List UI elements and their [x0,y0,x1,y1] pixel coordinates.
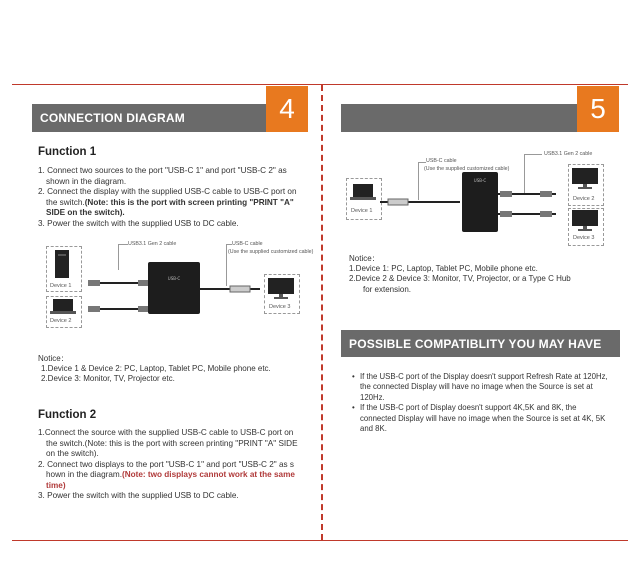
usb31-cable-label: USB3.1 Gen 2 cable [128,241,177,247]
monitor-icon-3 [572,210,598,232]
compat-item: • If the USB-C port of the Display doesn't support Refresh Rate at 120Hz, the connected Display will have no image when the Source is set at 120Hz. [352,372,610,403]
switch-box-icon [148,262,200,314]
compatibility-list [352,372,610,434]
right-header-banner [341,104,591,132]
page-number-4: 4 [266,86,308,132]
function1-steps: 1. Connect two sources to the port "USB-C 1" and port "USB-C 2" as shown in the diagram. 2. Connect the display with the supplied USB-C cable to USB-C port on the switch.(Note: this is the port with screen printing "PRINT "A" SIDE on the switch). 3. Power the switch with the supplied USB to DC cable. [38,166,297,228]
device1-label: Device 1 [50,283,72,289]
function2-title: Function 2 [38,409,97,421]
banner-title: CONNECTION DIAGRAM [40,111,185,125]
laptop-icon [50,299,76,315]
device3-label-2: Device 3 [573,235,595,241]
compatibility-banner [341,330,620,357]
compatibility-title: POSSIBLE COMPATIBLITY YOU MAY HAVE [349,336,602,351]
switch-box-icon-2 [462,172,498,232]
function1-title: Function 1 [38,146,97,158]
usbc-cable-note: (Use the supplied customized cable) [228,249,314,255]
bottom-rule [12,540,628,541]
device1-label-2: Device 1 [351,208,373,214]
function2-steps: 1.Connect the source with the supplied USB-C cable to USB-C port on the switch.(Note: this is the port with screen printing "PRINT "A" SIDE on the switch). 2. Connect two displays to the port "USB-C 1" and port "USB-C 2" as s hown in the diagram.(Note: two displays cannot work at the same time) 3. Power the switch with the supplied USB to DC cable. [38,428,298,500]
connection-diagram-banner [32,104,272,132]
page-divider [321,85,323,540]
usbc-cable-label: USB-C cable [232,241,263,247]
function1-notice: Notice： 1.Device 1 & Device 2: PC, Laptop, Tablet PC, Mobile phone etc. 2.Device 3: Monitor, TV, Projector etc. [38,354,271,384]
usbc-cable-note-2: (Use the supplied customized cable) [424,166,510,172]
pc-tower-icon [55,250,69,278]
laptop-icon-2 [350,184,376,202]
monitor-icon-2 [572,168,598,190]
page-number-5: 5 [577,86,619,132]
svg-text:USB-C: USB-C [473,178,487,183]
monitor-icon [268,278,294,300]
usbc-cable-label-2: USB-C cable [426,158,457,164]
top-rule [12,84,628,85]
device3-label: Device 3 [269,304,291,310]
svg-text:USB-C: USB-C [167,276,181,281]
function2-notice: Notice： 1.Device 1: PC, Laptop, Tablet PC, Mobile phone etc. 2.Device 2 & Device 3: Monitor, TV, Projector, or a Type C Hub for extension. [349,254,571,294]
device2-label: Device 2 [50,318,72,324]
device2-label-2: Device 2 [573,196,595,202]
usb31-cable-label-2: USB3.1 Gen 2 cable [544,151,593,157]
compat-item: • If the USB-C port of Display doesn't support 4K,5K and 8K, the connected Display will have no image when the Source is set at 4K, 5K and 8K. [352,403,610,434]
